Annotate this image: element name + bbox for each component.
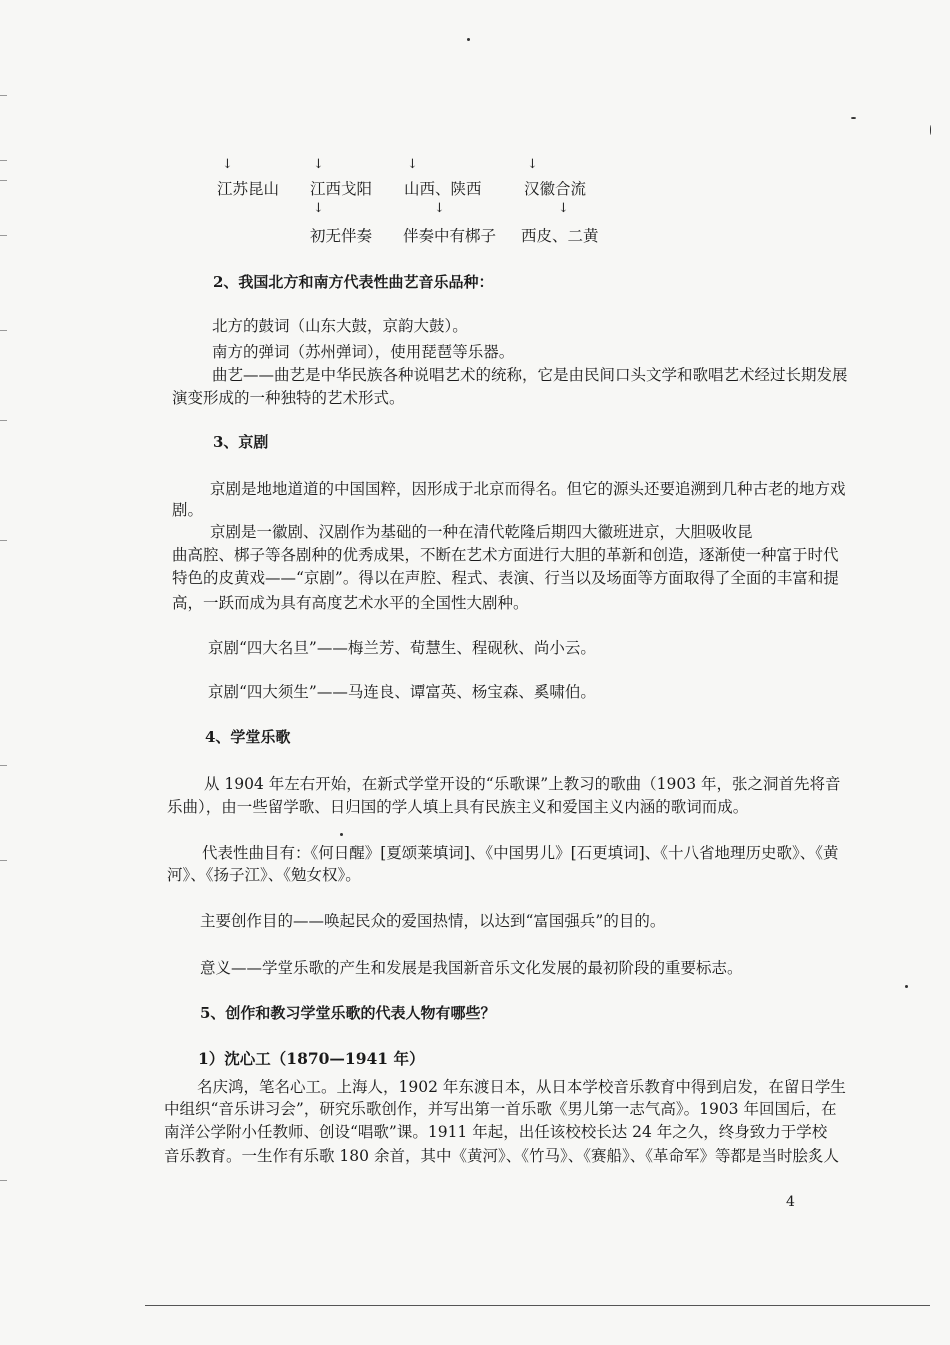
section-4-heading: 4、学堂乐歌 <box>205 728 291 746</box>
body-line: 主要创作目的——唤起民众的爱国热情，以达到“富国强兵”的目的。 <box>200 912 666 930</box>
body-line: 从 1904 年左右开始，在新式学堂开设的“乐歌课”上教习的歌曲（1903 年，张之洞首先将音 <box>204 775 841 793</box>
tree-node: 江西戈阳 <box>310 180 373 198</box>
down-arrow-icon: ↓ <box>222 157 233 172</box>
body-line: 意义——学堂乐歌的产生和发展是我国新音乐文化发展的最初阶段的重要标志。 <box>200 959 743 977</box>
tree-node: 西皮、二黄 <box>521 227 599 245</box>
down-arrow-icon: ↓ <box>313 201 324 216</box>
tree-node: 汉徽合流 <box>524 180 587 198</box>
section-5-heading: 5、创作和教习学堂乐歌的代表人物有哪些？ <box>200 1004 496 1022</box>
section-3-heading: 3、京剧 <box>213 433 269 451</box>
margin-mark <box>0 1180 7 1181</box>
body-line: 南洋公学附小任教师、创设“唱歌”课。1911 年起，出任该校校长达 24 年之久，终身致力于学校 <box>164 1123 828 1141</box>
down-arrow-icon: ↓ <box>313 157 324 172</box>
scan-speck <box>930 125 931 135</box>
down-arrow-icon: ↓ <box>527 157 538 172</box>
margin-mark <box>0 180 7 181</box>
scan-speck <box>851 117 856 119</box>
scan-speck <box>467 38 470 41</box>
body-line: 高，一跃而成为具有高度艺术水平的全国性大剧种。 <box>172 594 529 612</box>
body-line: 剧。 <box>172 501 204 519</box>
tree-node: 伴奏中有梆子 <box>403 227 497 245</box>
body-line: 京剧是一徽剧、汉剧作为基础的一种在清代乾隆后期四大徽班进京，大胆吸收昆 <box>210 523 753 541</box>
down-arrow-icon: ↓ <box>434 201 445 216</box>
bottom-rule <box>145 1305 930 1306</box>
margin-mark <box>0 420 7 421</box>
margin-mark <box>0 540 7 541</box>
person-heading: 1）沈心工（1870—1941 年） <box>198 1049 425 1068</box>
down-arrow-icon: ↓ <box>558 201 569 216</box>
down-arrow-icon: ↓ <box>407 157 418 172</box>
tree-node: 山西、陕西 <box>404 180 482 198</box>
margin-mark <box>0 235 7 236</box>
body-line: 音乐教育。一生作有乐歌 180 余首，其中《黄河》、《竹马》、《赛船》、《革命军》等都是当时脍炙人 <box>164 1147 839 1165</box>
margin-mark <box>0 330 7 331</box>
margin-mark <box>0 765 7 766</box>
tree-node: 初无伴奏 <box>310 227 373 245</box>
margin-mark <box>0 95 7 96</box>
margin-mark <box>0 860 7 861</box>
tree-node: 江苏昆山 <box>217 180 280 198</box>
scan-speck <box>905 985 908 988</box>
margin-mark <box>0 160 7 161</box>
body-line: 京剧是地地道道的中国国粹，因形成于北京而得名。但它的源头还要追溯到几种古老的地方戏 <box>210 480 846 498</box>
scan-speck <box>340 833 343 836</box>
body-line: 南方的弹词（苏州弹词），使用琵琶等乐器。 <box>212 343 515 361</box>
body-line: 代表性曲目有：《何日醒》[夏颂莱填词]、《中国男儿》[石更填词]、《十八省地理历史歌》、《黄 <box>202 844 839 862</box>
body-line: 演变形成的一种独特的艺术形式。 <box>172 389 405 407</box>
body-line: 河》、《扬子江》、《勉女权》。 <box>167 866 361 884</box>
section-2-heading: 2、我国北方和南方代表性曲艺音乐品种： <box>213 273 494 291</box>
body-line: 京剧“四大须生”——马连良、谭富英、杨宝森、奚啸伯。 <box>208 683 596 701</box>
body-line: 京剧“四大名旦”——梅兰芳、荀慧生、程砚秋、尚小云。 <box>208 639 596 657</box>
body-line: 曲高腔、梆子等各剧种的优秀成果，不断在艺术方面进行大胆的革新和创造，逐渐使一种富于时代 <box>172 546 839 564</box>
body-line: 乐曲），由一些留学歌、日归国的学人填上具有民族主义和爱国主义内涵的歌词而成。 <box>167 798 749 816</box>
body-line: 北方的鼓词（山东大鼓，京韵大鼓）。 <box>212 317 468 335</box>
body-line: 特色的皮黄戏——“京剧”。得以在声腔、程式、表演、行当以及场面等方面取得了全面的丰富和提 <box>172 569 839 587</box>
page-number: 4 <box>786 1194 795 1210</box>
body-line: 中组织“音乐讲习会”，研究乐歌创作，并写出第一首乐歌《男儿第一志气高》。1903 年回国后，在 <box>164 1100 837 1118</box>
body-line: 名庆鸿，笔名心工。上海人，1902 年东渡日本，从日本学校音乐教育中得到启发，在留日学生 <box>197 1078 846 1096</box>
body-line: 曲艺——曲艺是中华民族各种说唱艺术的统称，它是由民间口头文学和歌唱艺术经过长期发展 <box>212 366 848 384</box>
